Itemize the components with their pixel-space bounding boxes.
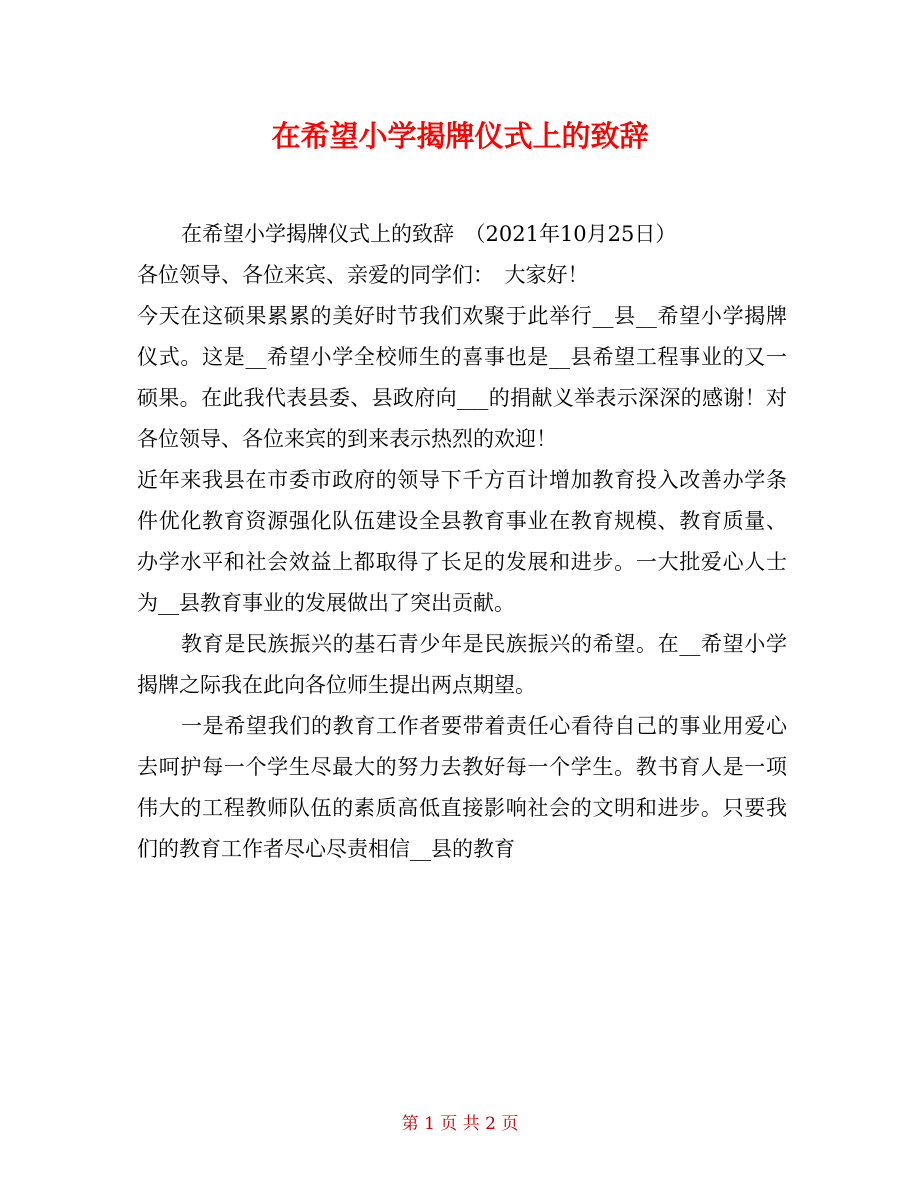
- paragraph-county-education: 近年来我县在市委市政府的领导下千方百计增加教育投入改善办学条件优化教育资源强化队伍建设全县教育事业在教育规模、教育质量、办学水平和社会效益上都取得了长足的发展和进步。一大批爱心人士为__县教育事业的发展做出了突出贡献。: [137, 468, 787, 615]
- paragraph-heading-date: 在希望小学揭牌仪式上的致辞 （2021年10月25日）: [181, 222, 677, 246]
- page-number-footer: 第 1 页 共 2 页: [401, 1114, 519, 1134]
- paragraph-greeting: 各位领导、各位来宾、亲爱的同学们： 大家好！: [137, 263, 589, 287]
- paragraph-expectations: 教育是民族振兴的基石青少年是民族振兴的希望。在__希望小学揭牌之际我在此向各位师生提出两点期望。: [137, 632, 787, 697]
- document-body: [137, 214, 787, 870]
- paragraph-expectation-one: 一是希望我们的教育工作者要带着责任心看待自己的事业用爱心去呵护每一个学生尽最大的努力去教好每一个学生。教书育人是一项伟大的工程教师队伍的素质高低直接影响社会的文明和进步。只要我们的教育工作者尽心尽责相信__县的教育: [137, 714, 787, 861]
- document-title: 在希望小学揭牌仪式上的致辞: [271, 119, 649, 153]
- paragraph-ceremony-intro: 今天在这硕果累累的美好时节我们欢聚于此举行__县__希望小学揭牌仪式。这是__希望小学全校师生的喜事也是__县希望工程事业的又一硕果。在此我代表县委、县政府向___的捐献义举表示深深的感谢！对各位领导、各位来宾的到来表示热烈的欢迎！: [137, 304, 787, 451]
